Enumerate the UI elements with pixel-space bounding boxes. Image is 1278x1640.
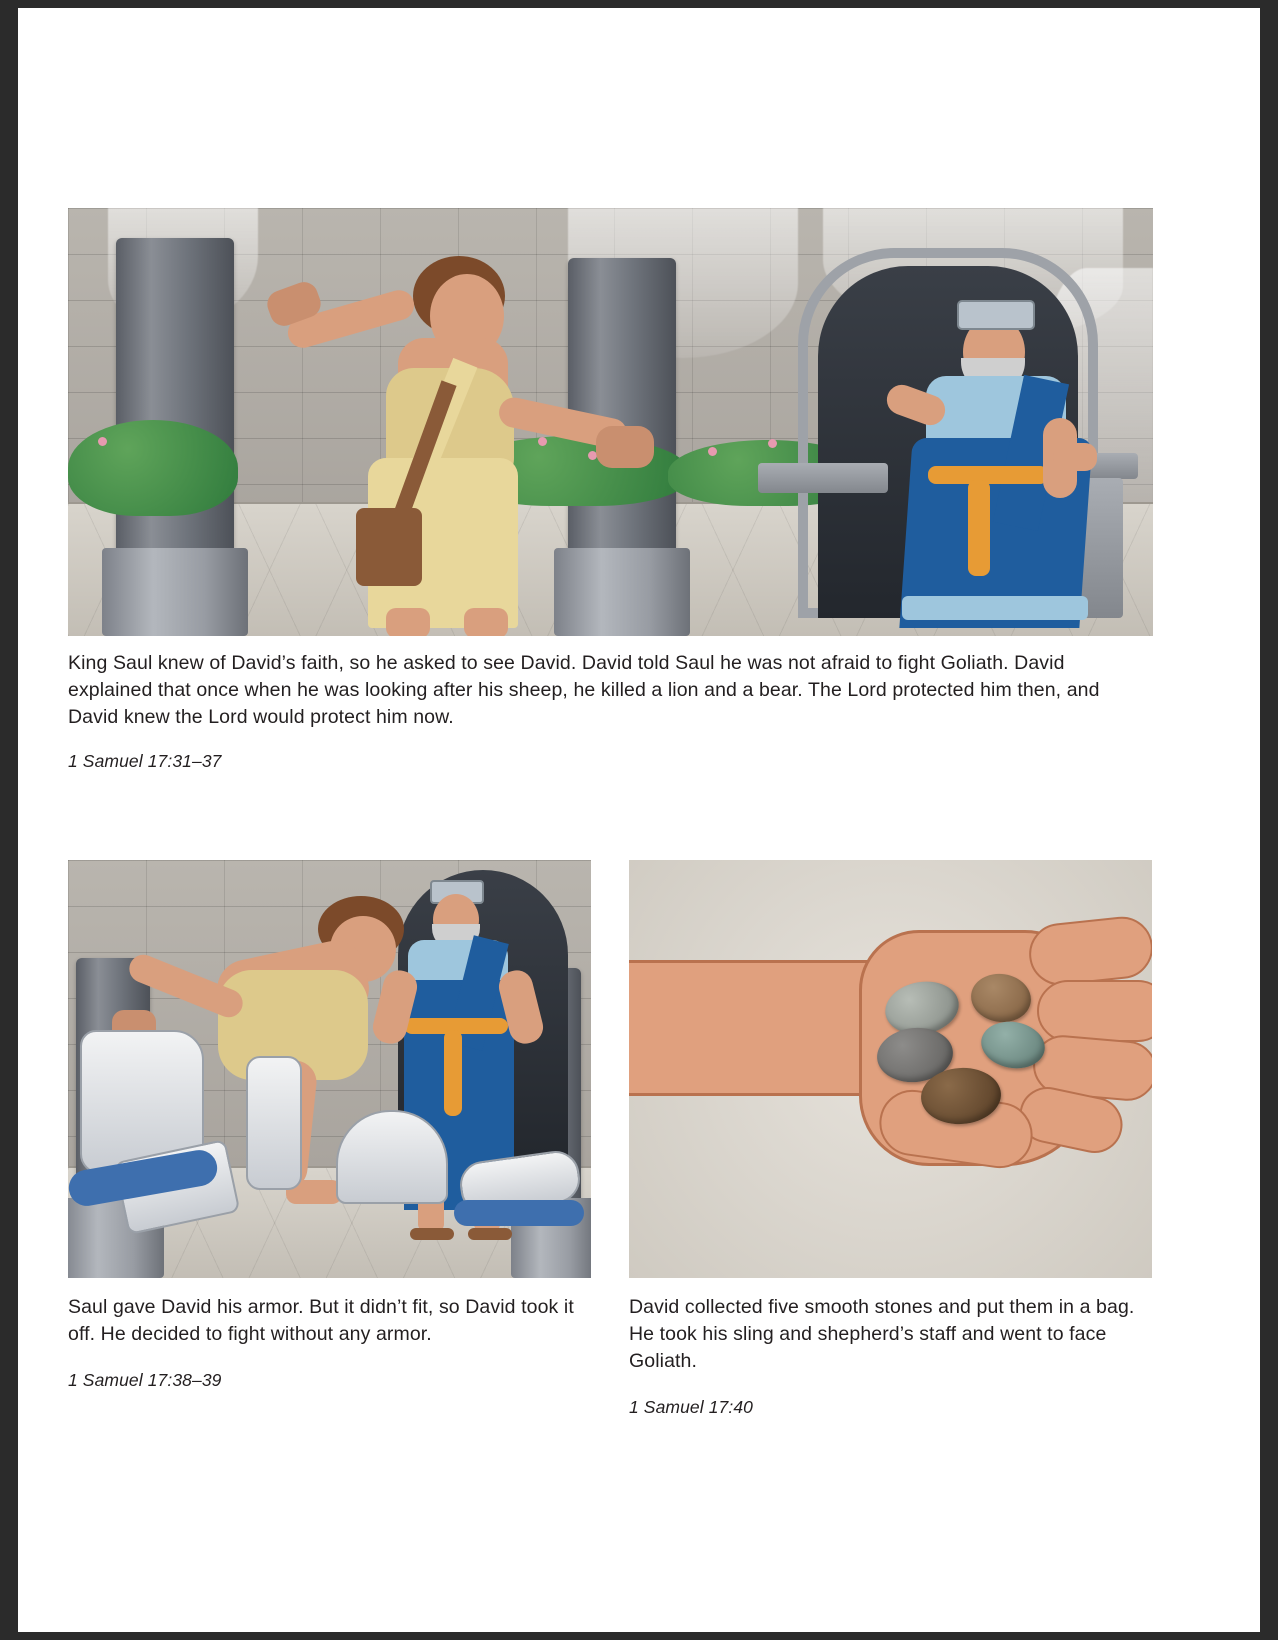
panel-caption: Saul gave David his armor. But it didn’t fit, so David took it off. He decided to fight without any armor.	[68, 1296, 574, 1345]
saul-belt-tail	[444, 1030, 462, 1116]
saul-belt	[928, 466, 1048, 484]
david-open-hand	[596, 426, 654, 468]
panel-reference: 1 Samuel 17:31–37	[68, 751, 222, 771]
pillar-center-base	[554, 548, 690, 636]
pillar-center	[568, 258, 676, 558]
bush-left	[68, 420, 238, 516]
finger-middle	[1037, 980, 1152, 1042]
armor-helmet	[336, 1110, 448, 1204]
armor-cloth-lining-2	[454, 1200, 584, 1226]
pillar-left-base	[102, 548, 248, 636]
flower	[768, 439, 777, 448]
panel-row	[68, 860, 1188, 1436]
panel-david-removes-armor	[68, 860, 591, 1436]
saul-belt-tail	[968, 480, 990, 576]
throne-seat	[758, 463, 888, 493]
flower	[708, 447, 717, 456]
illustration-david-removes-armor	[68, 860, 591, 1278]
flower	[98, 437, 107, 446]
panel-caption: King Saul knew of David’s faith, so he asked to see David. David told Saul he was not afraid to fight Goliath. David explained that once when he was looking after his sheep, he killed a lion and a bear. The Lord protected him then, and David knew the Lord would protect him now.	[68, 652, 1100, 728]
page-content	[68, 208, 1188, 1436]
illustration-five-smooth-stones	[629, 860, 1152, 1278]
david-leg-right	[464, 608, 508, 636]
illustration-david-before-saul	[68, 208, 1153, 636]
flower	[538, 437, 547, 446]
saul-sandal-right	[468, 1228, 512, 1240]
panel-reference: 1 Samuel 17:40	[629, 1397, 753, 1417]
david-leg-left	[386, 608, 430, 636]
armor-greave	[246, 1056, 302, 1190]
saul-sandal-left	[410, 1228, 454, 1240]
saul-crown	[957, 300, 1035, 330]
panel-reference: 1 Samuel 17:38–39	[68, 1370, 222, 1390]
saul-hand	[1053, 443, 1097, 471]
david-satchel	[356, 508, 422, 586]
panel-caption: David collected five smooth stones and put them in a bag. He took his sling and shepherd’s staff and went to face Goliath.	[629, 1296, 1135, 1372]
panel-five-smooth-stones	[629, 860, 1152, 1436]
panel-david-before-saul	[68, 208, 1153, 772]
document-page	[18, 8, 1260, 1632]
saul-hem	[902, 596, 1088, 620]
